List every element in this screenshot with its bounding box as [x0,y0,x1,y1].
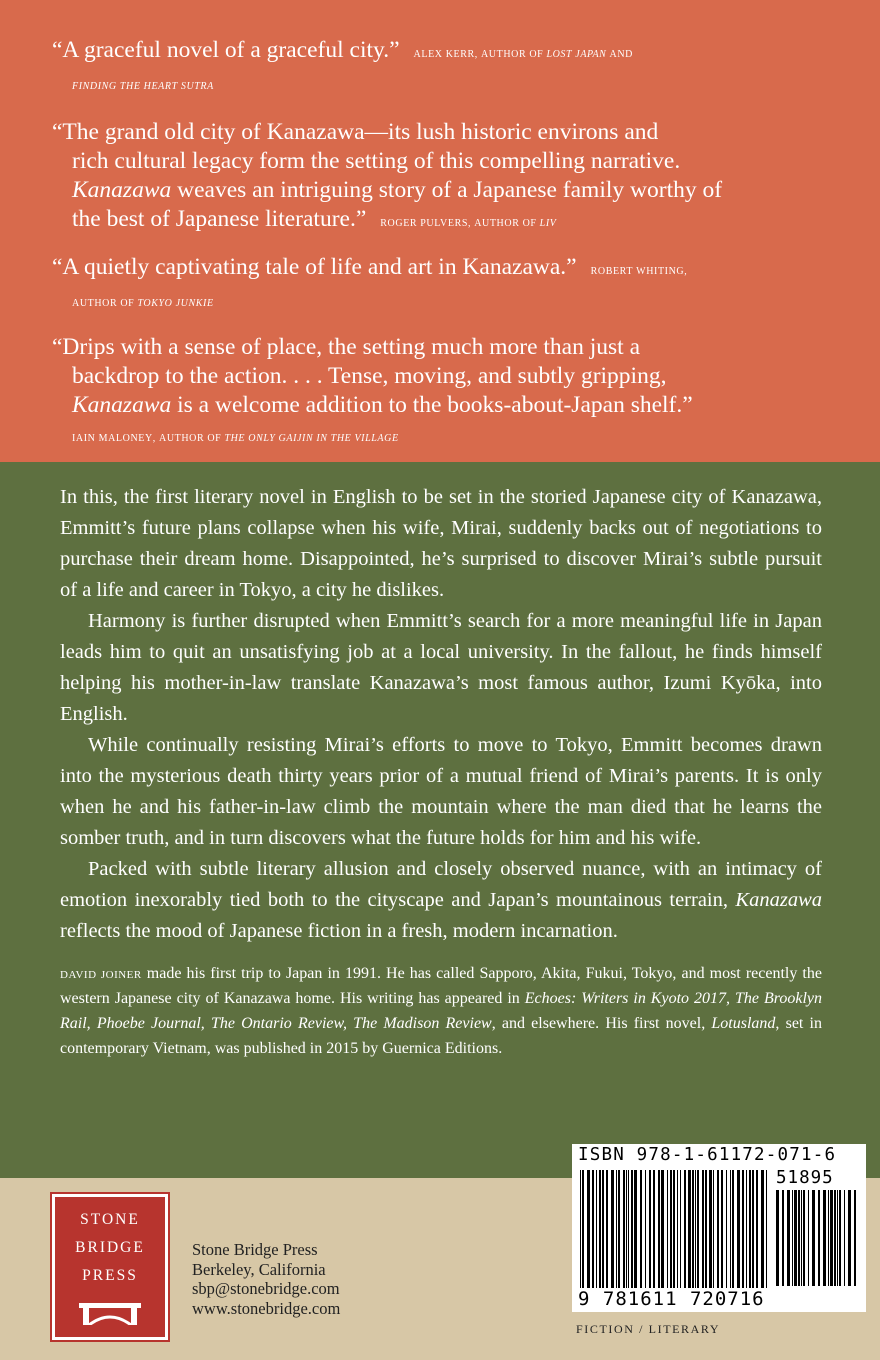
barcode-bar [673,1170,675,1288]
barcode-bar [667,1170,668,1288]
barcode-bar [792,1190,793,1286]
barcode-bar [834,1190,836,1286]
barcode-bar [730,1170,731,1288]
barcode-bar [742,1170,744,1288]
blurb-attribution: alex kerr, author of lost japan and [413,46,634,61]
barcode-bar [661,1170,664,1288]
barcode-bar [705,1170,707,1288]
barcode-bar [844,1190,845,1286]
barcode-bar [709,1170,712,1288]
blurbs-panel [0,0,880,462]
publisher-logo: STONE BRIDGE PRESS [52,1194,168,1340]
ean-digits: 9 781611 720716 [578,1288,765,1310]
description-panel [0,462,880,1178]
barcode [572,1144,866,1312]
barcode-bar [782,1190,784,1286]
bridge-icon [79,1303,141,1325]
barcode-bar [618,1170,620,1288]
barcode-bar [582,1170,584,1288]
description-paragraph: While continually resisting Mirai’s efforts to move to Tokyo, Emmitt becomes drawn into the mysterious death thirty years prior of a mutual friend of Mirai’s parents. It is only when he and his father-in-law climb the mountain where the man died that he learns the somber truth, and in turn discovers what the future holds for him and his wife. [60,734,822,849]
blurb-attribution: iain maloney, author of [72,430,225,445]
barcode-bar [602,1170,604,1288]
barcode-bar [749,1170,751,1288]
blurb-2: “The grand old city of Kanazawa—its lush historic environs and rich cultural legacy form the setting of this compelling narrative. Kanazawa weaves an intriguing story of a Japanese family worthy of the best of Japanese literature.” roger pulvers, author of liv [52,119,723,232]
barcode-bar [732,1170,734,1288]
barcode-bar [776,1190,779,1286]
barcode-bar [818,1190,820,1286]
isbn-text: ISBN 978-1-61172-071-6 [578,1145,837,1165]
barcode-bar [828,1190,829,1286]
barcode-bar [717,1170,719,1288]
author-bio: david joiner made his first trip to Japan in 1991. He has called Sapporo, Akita, Fukui, Tokyo, and most recently the western Japanese city of Kanazawa home. His writing has appeared in Echoes: Writers in Kyoto 2017, The Brooklyn Rail, Phoebe Journal, The Ontario Review, The Madison Review, and elsewhere. His first novel, Lotusland, set in contemporary Vietnam, was published in 2015 by Guernica Editions. [60,965,822,1057]
barcode-bar [837,1190,838,1286]
barcode-bar [830,1190,833,1286]
barcode-bar [812,1190,815,1286]
barcode-bar [848,1190,851,1286]
barcode-bar [688,1170,691,1288]
ean-barcode [580,1170,770,1288]
barcode-bar [606,1170,608,1288]
barcode-bar [794,1190,797,1286]
barcode-bar [611,1170,614,1288]
barcode-bar [808,1190,809,1286]
barcode-bar [702,1170,704,1288]
barcode-bar [823,1190,826,1286]
barcode-bar [680,1170,681,1288]
barcode-bar [801,1190,802,1286]
blurb-attribution: robert whiting, [590,263,688,278]
publisher-address: Stone Bridge Press Berkeley, California sbp@stonebridge.com www.stonebridge.com [192,1240,341,1318]
barcode-bar [726,1170,727,1288]
barcode-bar [658,1170,660,1288]
barcode-bar [640,1170,642,1288]
barcode-bar [677,1170,678,1288]
barcode-bar [596,1170,597,1288]
barcode-bar [626,1170,627,1288]
barcode-bar [592,1170,594,1288]
barcode-bar [746,1170,747,1288]
barcode-bar [854,1190,856,1286]
barcode-bar [580,1170,581,1288]
barcode-bar [599,1170,601,1288]
barcode-bar [634,1170,637,1288]
barcode-bar [649,1170,651,1288]
barcode-bar [653,1170,655,1288]
description-paragraph: Harmony is further disrupted when Emmitt’s search for a more meaningful life in Japan leads him to quit an unsatisfying job at a local university. In the fallout, he finds himself helping his mother-in-law translate Kanazawa’s most famous author, Izumi Kyōka, into English. [60,610,822,725]
barcode-bar [766,1170,767,1288]
barcode-bar [684,1170,686,1288]
description-paragraph: In this, the first literary novel in English to be set in the storied Japanese city of Kanazawa, Emmitt’s future plans collapse when his wife, Mirai, suddenly backs out of negotiations to purchase their dream home. Disappointed, he’s surprised to discover Mirai’s subtle pursuit of a life and career in Tokyo, a city he dislikes. [60,486,822,601]
blurb-attribution-cont: finding the heart sutra [72,78,214,93]
blurb-text: “A graceful novel of a graceful city.” [52,37,400,63]
barcode-bar [623,1170,625,1288]
barcode-bar [756,1170,758,1288]
description-paragraph: Packed with subtle literary allusion and closely observed nuance, with an intimacy of emotion inexorably tied both to the cityscape and Japan’s mountainous terrain, Kanazawa reflects the mood of Japanese fiction in a fresh, modern incarnation. [60,858,822,942]
price-code: 51895 [776,1168,834,1188]
barcode-bar [587,1170,590,1288]
barcode-bar [616,1170,617,1288]
category-label: fiction / literary [576,1318,721,1337]
barcode-bar [695,1170,696,1288]
barcode-bar [803,1190,805,1286]
barcode-bar [692,1170,694,1288]
blurb-attribution: roger pulvers, author of liv [380,215,557,230]
barcode-bar [737,1170,740,1288]
barcode-bar [752,1170,754,1288]
barcode-bar [787,1190,790,1286]
barcode-bar [645,1170,646,1288]
blurb-1 [52,36,840,100]
barcode-bar [798,1190,800,1286]
barcode-bar [697,1170,699,1288]
barcode-bar [631,1170,633,1288]
barcode-bar [761,1170,764,1288]
barcode-bar [670,1170,672,1288]
blurb-3: “A quietly captivating tale of life and art in Kanazawa.” robert whiting, author of tokyo junkie [52,254,688,310]
barcode-bar [721,1170,723,1288]
barcode-bar [713,1170,714,1288]
blurb-4: “Drips with a sense of place, the setting much more than just a backdrop to the action. . . . Tense, moving, and subtly gripping, Kanazawa is a welcome addition to the books-about-Japan shelf.” iain maloney, author of the only gaijin in the village [52,334,693,445]
barcode-bar [839,1190,841,1286]
barcode-bar [628,1170,629,1288]
price-barcode [776,1190,860,1286]
